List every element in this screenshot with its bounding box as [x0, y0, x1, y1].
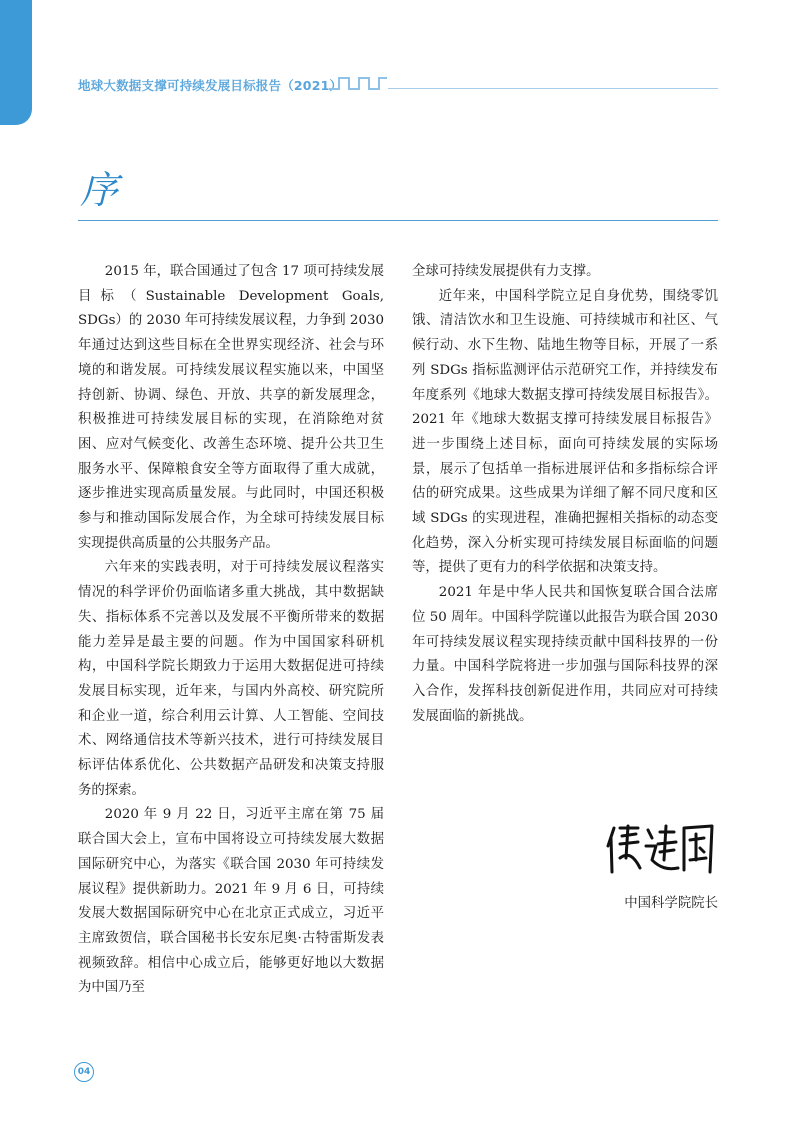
- paragraph: 2015 年，联合国通过了包含 17 项可持续发展目标（Sustainable Development Goals, SDGs）的 2030 年可持续发展议程，力争到 2030 年通过达到这些目标在全世界实现经济、社会与环境的和谐发展。可持续发展议程实施以来，中国坚持创新、协调、绿色、开放、共享的新发展理念，积极推进可持续发展目标的实现，在消除绝对贫困、应对气候变化、改善生态环境、提升公共卫生服务水平、保障粮食安全等方面取得了重大成就，逐步推进实现高质量发展。与此同时，中国还积极参与和推动国际发展合作，为全球可持续发展目标实现提供高质量的公共服务产品。: [78, 264, 384, 551]
- header-decoration: [329, 74, 389, 92]
- paragraph: 六年来的实践表明，对于可持续发展议程落实情况的科学评价仍面临诸多重大挑战，其中数据缺失、指标体系不完善以及发展不平衡所带来的数据能力差异是最主要的问题。作为中国国家科研机构，中国科学院长期致力于运用大数据促进可持续发展目标实现，近年来，与国内外高校、研究院所和企业一道，综合利用云计算、人工智能、空间技术、网络通信技术等新兴技术，进行可持续发展目标评估体系优化、公共数据产品研发和决策支持服务的探索。: [78, 560, 384, 798]
- header-rule: [388, 88, 718, 89]
- signatory-title: 中国科学院院长: [624, 896, 718, 911]
- left-column: [78, 260, 384, 1001]
- running-header: 地球大数据支撑可持续发展目标报告（2021）: [78, 78, 343, 93]
- right-column: [412, 260, 718, 729]
- paragraph: 2021 年是中华人民共和国恢复联合国合法席位 50 周年。中国科学院谨以此报告为联合国 2030 年可持续发展议程实现持续贡献中国科技界的一份力量。中国科学院将进一步加强与国际科技界的深入合作，发挥科技创新促进作用，共同应对可持续发展面临的新挑战。: [412, 585, 718, 724]
- paragraph: 近年来，中国科学院立足自身优势，围绕零饥饿、清洁饮水和卫生设施、可持续城市和社区、气候行动、水下生物、陆地生物等目标，开展了一系列 SDGs 指标监测评估示范研究工作，并持续发布年度系列《地球大数据支撑可持续发展目标报告》。2021 年《地球大数据支撑可持续发展目标报告》进一步围绕上述目标，面向可持续发展的实际场景，展示了包括单一指标进展评估和多指标综合评估的研究成果。这些成果为详细了解不同尺度和区域 SDGs 的实现进程，准确把握相关指标的动态变化趋势，深入分析实现可持续发展目标面临的问题等，提供了更有力的科学依据和决策支持。: [412, 288, 718, 576]
- section-divider: [78, 220, 718, 221]
- handwritten-signature: [604, 820, 719, 878]
- corner-tab: [0, 0, 32, 125]
- paragraph: 2020 年 9 月 22 日，习近平主席在第 75 届联合国大会上，宣布中国将设立可持续发展大数据国际研究中心，为落实《联合国 2030 年可持续发展议程》提供新助力。2021 年 9 月 6 日，可持续发展大数据国际研究中心在北京正式成立，习近平主席致贺信，联合国秘书长安东尼奥·古特雷斯发表视频致辞。相信中心成立后，能够更好地以大数据为中国乃至: [78, 807, 384, 996]
- page-number: 04: [74, 1062, 94, 1082]
- paragraph-continued: 全球可持续发展提供有力支撑。: [412, 264, 600, 279]
- section-title: 序: [80, 168, 119, 212]
